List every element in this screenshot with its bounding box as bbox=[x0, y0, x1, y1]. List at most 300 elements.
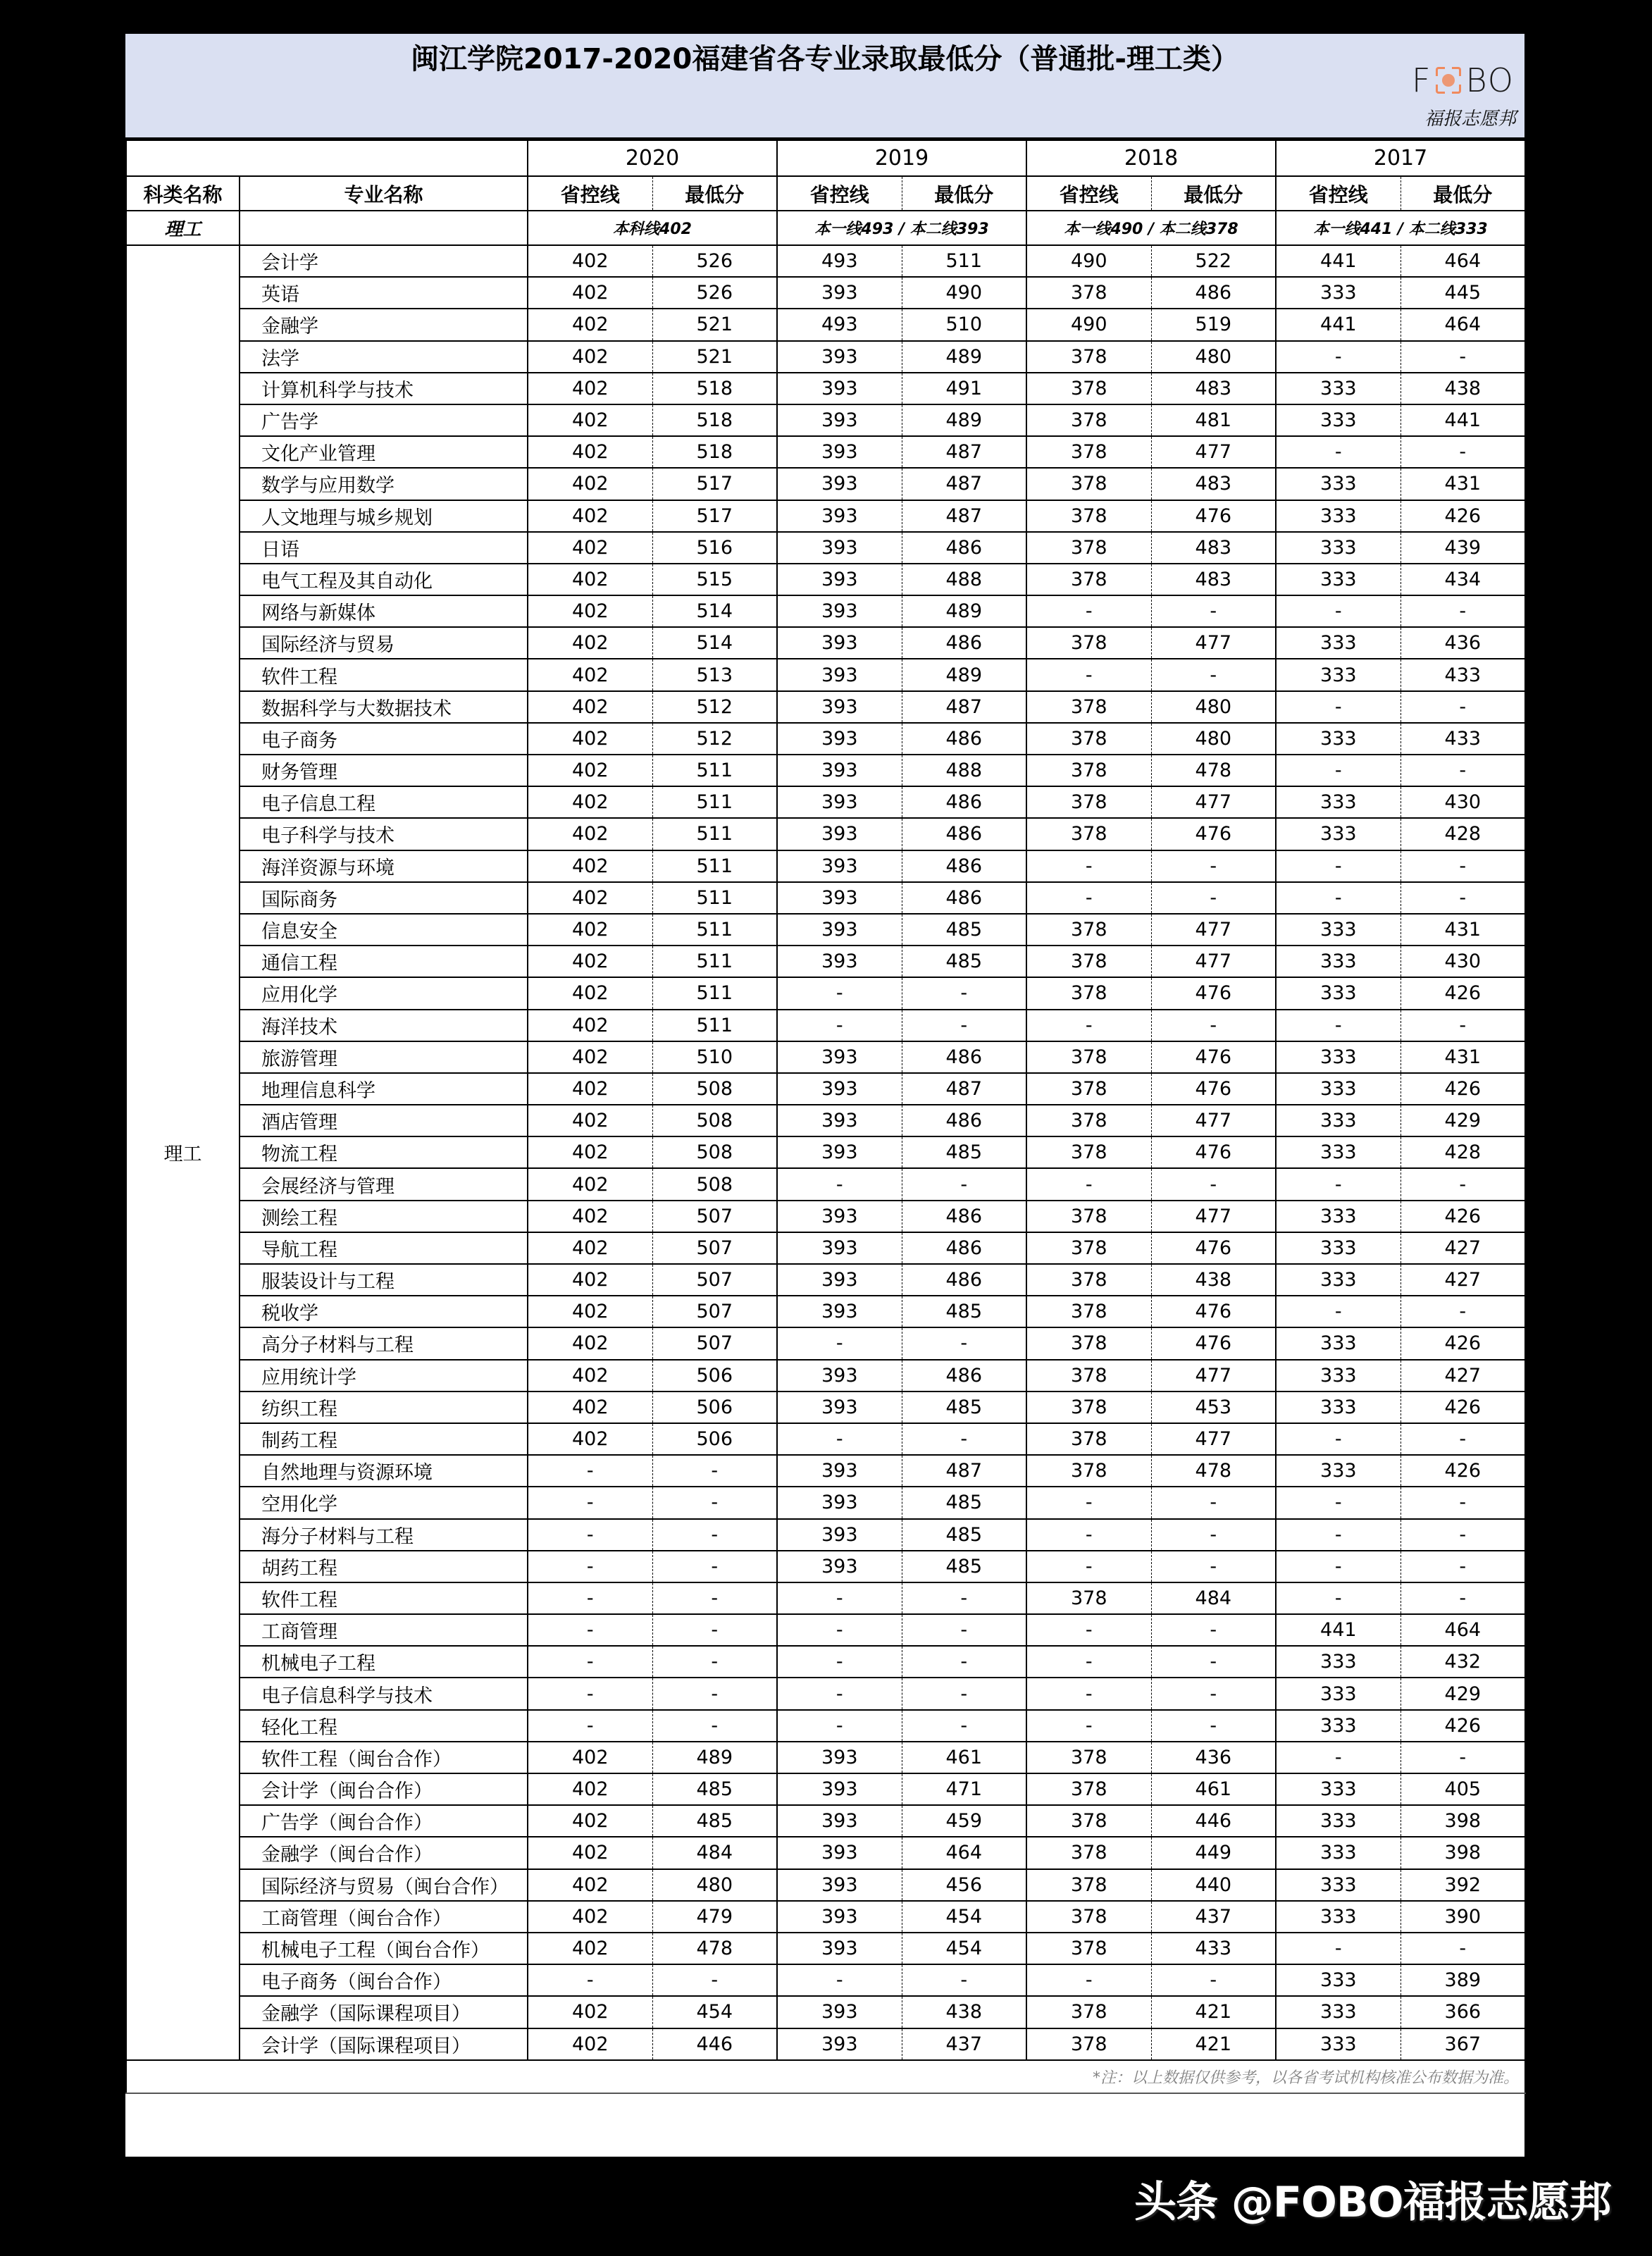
min-score-cell: - bbox=[652, 1964, 777, 1996]
min-score-cell: - bbox=[902, 977, 1026, 1009]
control-line-cell: 333 bbox=[1276, 1901, 1401, 1933]
min-score-cell: 510 bbox=[652, 1041, 777, 1073]
control-line-cell: - bbox=[1026, 1168, 1151, 1200]
control-line-cell: 402 bbox=[528, 1773, 652, 1805]
min-score-cell: 464 bbox=[902, 1837, 1026, 1868]
major-name-cell: 计算机科学与技术 bbox=[240, 373, 528, 404]
major-name-cell: 电子商务（闽台合作） bbox=[240, 1964, 528, 1996]
major-name-cell: 胡药工程 bbox=[240, 1551, 528, 1582]
min-score-cell: 426 bbox=[1401, 1710, 1525, 1742]
min-score-cell: 427 bbox=[1401, 1264, 1525, 1296]
control-line-cell: 333 bbox=[1276, 1105, 1401, 1136]
control-line-cell: 378 bbox=[1026, 691, 1151, 723]
control-line-cell: - bbox=[1276, 1933, 1401, 1964]
table-row bbox=[126, 436, 1525, 468]
note-row bbox=[126, 2060, 1525, 2093]
control-line-cell: 402 bbox=[528, 977, 652, 1009]
min-score-cell: 518 bbox=[652, 373, 777, 404]
control-line-cell: 333 bbox=[1276, 1646, 1401, 1678]
min-score-cell: 486 bbox=[902, 882, 1026, 914]
column-header-control-line-2019: 省控线 bbox=[777, 176, 902, 211]
min-score-cell: 486 bbox=[902, 1264, 1026, 1296]
min-score-cell: 441 bbox=[1401, 404, 1525, 436]
min-score-cell: 487 bbox=[902, 691, 1026, 723]
min-score-cell: - bbox=[1151, 1646, 1276, 1678]
control-line-cell: 393 bbox=[777, 755, 902, 786]
min-score-cell: 426 bbox=[1401, 1073, 1525, 1105]
min-score-cell: 485 bbox=[902, 1392, 1026, 1423]
control-line-cell: - bbox=[1276, 1168, 1401, 1200]
min-score-cell: 453 bbox=[1151, 1392, 1276, 1423]
control-line-cell: 378 bbox=[1026, 436, 1151, 468]
major-name-cell: 人文地理与城乡规划 bbox=[240, 500, 528, 532]
min-score-cell: 508 bbox=[652, 1136, 777, 1168]
control-line-cell: 378 bbox=[1026, 373, 1151, 404]
control-line-cell: - bbox=[1276, 1742, 1401, 1773]
table-row bbox=[126, 1551, 1525, 1582]
min-score-cell: 366 bbox=[1401, 1996, 1525, 2028]
min-score-cell: 421 bbox=[1151, 2028, 1276, 2060]
min-score-cell: 434 bbox=[1401, 564, 1525, 595]
min-score-cell: 486 bbox=[1151, 277, 1276, 309]
control-line-cell: - bbox=[528, 1614, 652, 1646]
control-line-cell: 378 bbox=[1026, 1105, 1151, 1136]
control-line-cell: 402 bbox=[528, 500, 652, 532]
control-line-cell: 402 bbox=[528, 468, 652, 500]
control-line-cell: - bbox=[777, 1168, 902, 1200]
min-score-cell: 486 bbox=[902, 1232, 1026, 1264]
control-line-cell: 333 bbox=[1276, 659, 1401, 690]
min-score-cell: 518 bbox=[652, 436, 777, 468]
major-name-cell: 数据科学与大数据技术 bbox=[240, 691, 528, 723]
admission-score-table bbox=[125, 140, 1526, 2094]
table-row bbox=[126, 277, 1525, 309]
control-line-cell: 333 bbox=[1276, 627, 1401, 659]
title-band bbox=[125, 34, 1524, 140]
min-score-cell: - bbox=[1151, 1010, 1276, 1041]
min-score-cell: 514 bbox=[652, 627, 777, 659]
control-line-cell: - bbox=[1026, 1964, 1151, 1996]
control-line-cell: 393 bbox=[777, 1551, 902, 1582]
year-2018: 2018 bbox=[1026, 140, 1276, 176]
column-header-control-line-2018: 省控线 bbox=[1026, 176, 1151, 211]
control-line-cell: 378 bbox=[1026, 818, 1151, 850]
control-line-cell: - bbox=[1026, 1678, 1151, 1709]
control-line-cell: 333 bbox=[1276, 1869, 1401, 1901]
min-score-cell: 477 bbox=[1151, 1105, 1276, 1136]
control-line-cell: - bbox=[1026, 1519, 1151, 1551]
min-score-cell: 511 bbox=[652, 818, 777, 850]
table-row bbox=[126, 1232, 1525, 1264]
table-row bbox=[126, 914, 1525, 946]
control-line-cell: 493 bbox=[777, 309, 902, 340]
major-name-cell: 物流工程 bbox=[240, 1136, 528, 1168]
control-line-cell: 393 bbox=[777, 1773, 902, 1805]
table-row bbox=[126, 1136, 1525, 1168]
control-line-cell: - bbox=[1276, 882, 1401, 914]
control-line-cell: 402 bbox=[528, 245, 652, 277]
table-row bbox=[126, 500, 1525, 532]
control-line-2019: 本一线493 / 本二线393 bbox=[777, 211, 1026, 245]
control-line-cell: 333 bbox=[1276, 1041, 1401, 1073]
control-line-cell: - bbox=[1276, 1487, 1401, 1518]
control-line-cell: - bbox=[1276, 1296, 1401, 1327]
control-line-cell: 333 bbox=[1276, 1837, 1401, 1868]
control-line-cell: 402 bbox=[528, 277, 652, 309]
min-score-cell: 511 bbox=[652, 977, 777, 1009]
control-line-cell: 378 bbox=[1026, 564, 1151, 595]
major-name-cell: 机械电子工程 bbox=[240, 1646, 528, 1678]
control-line-cell: - bbox=[1026, 1614, 1151, 1646]
major-name-cell: 海洋资源与环境 bbox=[240, 850, 528, 882]
control-line-cell: 393 bbox=[777, 1136, 902, 1168]
table-row bbox=[126, 1264, 1525, 1296]
min-score-cell: 459 bbox=[902, 1805, 1026, 1837]
control-line-cell: 393 bbox=[777, 1360, 902, 1392]
control-line-cell: 393 bbox=[777, 404, 902, 436]
min-score-cell: 477 bbox=[1151, 1360, 1276, 1392]
min-score-cell: 449 bbox=[1151, 1837, 1276, 1868]
year-header-row bbox=[126, 140, 1525, 176]
control-line-cell: 402 bbox=[528, 1105, 652, 1136]
control-line-cell: 393 bbox=[777, 786, 902, 818]
control-line-cell: 402 bbox=[528, 1996, 652, 2028]
min-score-cell: - bbox=[652, 1646, 777, 1678]
major-name-cell: 导航工程 bbox=[240, 1232, 528, 1264]
major-name-cell: 网络与新媒体 bbox=[240, 595, 528, 627]
major-name-cell: 服装设计与工程 bbox=[240, 1264, 528, 1296]
control-line-cell: 378 bbox=[1026, 1232, 1151, 1264]
min-score-cell: 398 bbox=[1401, 1805, 1525, 1837]
min-score-cell: - bbox=[1401, 1519, 1525, 1551]
min-score-cell: 511 bbox=[652, 946, 777, 977]
major-name-cell: 空用化学 bbox=[240, 1487, 528, 1518]
min-score-cell: 507 bbox=[652, 1296, 777, 1327]
control-line-cell: 333 bbox=[1276, 977, 1401, 1009]
column-header-min-score-2017: 最低分 bbox=[1401, 176, 1525, 211]
major-name-cell: 金融学（闽台合作） bbox=[240, 1837, 528, 1868]
table-row bbox=[126, 373, 1525, 404]
control-line-2018: 本一线490 / 本二线378 bbox=[1026, 211, 1276, 245]
min-score-cell: 471 bbox=[902, 1773, 1026, 1805]
major-name-cell: 电子信息科学与技术 bbox=[240, 1678, 528, 1709]
min-score-cell: - bbox=[1151, 1678, 1276, 1709]
fobo-logo bbox=[1374, 61, 1515, 99]
control-line-cell: 333 bbox=[1276, 914, 1401, 946]
table-row bbox=[126, 1933, 1525, 1964]
control-line-cell: 333 bbox=[1276, 1392, 1401, 1423]
min-score-cell: 506 bbox=[652, 1392, 777, 1423]
min-score-cell: - bbox=[652, 1614, 777, 1646]
control-line-cell: 402 bbox=[528, 786, 652, 818]
control-line-cell: 333 bbox=[1276, 277, 1401, 309]
control-line-cell: 402 bbox=[528, 1168, 652, 1200]
control-line-cell: 378 bbox=[1026, 977, 1151, 1009]
min-score-cell: 429 bbox=[1401, 1678, 1525, 1709]
table-row bbox=[126, 468, 1525, 500]
table-row bbox=[126, 691, 1525, 723]
control-line-cell: 393 bbox=[777, 1933, 902, 1964]
control-line-cell: 333 bbox=[1276, 1232, 1401, 1264]
min-score-cell: - bbox=[652, 1710, 777, 1742]
min-score-cell: 487 bbox=[902, 500, 1026, 532]
control-line-cell: 378 bbox=[1026, 627, 1151, 659]
table-row bbox=[126, 850, 1525, 882]
min-score-cell: 486 bbox=[902, 1201, 1026, 1232]
min-score-cell: 488 bbox=[902, 755, 1026, 786]
logo-subtitle: 福报志愿邦 bbox=[1424, 109, 1516, 130]
min-score-cell: 511 bbox=[652, 914, 777, 946]
control-line-cell: - bbox=[1026, 595, 1151, 627]
major-name-cell: 电子商务 bbox=[240, 723, 528, 755]
min-score-cell: 480 bbox=[652, 1869, 777, 1901]
control-line-cell: 490 bbox=[1026, 309, 1151, 340]
table-row bbox=[126, 786, 1525, 818]
control-line-cell: 402 bbox=[528, 564, 652, 595]
min-score-cell: 487 bbox=[902, 1073, 1026, 1105]
control-line-cell: - bbox=[777, 1010, 902, 1041]
min-score-cell: - bbox=[1401, 755, 1525, 786]
min-score-cell: - bbox=[902, 1582, 1026, 1614]
control-line-cell: - bbox=[1026, 850, 1151, 882]
control-line-cell: 402 bbox=[528, 850, 652, 882]
min-score-cell: 485 bbox=[902, 1551, 1026, 1582]
control-line-cell: - bbox=[1276, 691, 1401, 723]
control-line-cell: 393 bbox=[777, 564, 902, 595]
control-line-cell: 393 bbox=[777, 1742, 902, 1773]
min-score-cell: 436 bbox=[1401, 627, 1525, 659]
control-line-cell: 333 bbox=[1276, 1201, 1401, 1232]
min-score-cell: 433 bbox=[1151, 1933, 1276, 1964]
category-row-label: 理工 bbox=[126, 211, 240, 245]
min-score-cell: 506 bbox=[652, 1423, 777, 1455]
major-name-cell: 旅游管理 bbox=[240, 1041, 528, 1073]
min-score-cell: 487 bbox=[902, 436, 1026, 468]
min-score-cell: 476 bbox=[1151, 500, 1276, 532]
min-score-cell: - bbox=[1151, 595, 1276, 627]
table-row bbox=[126, 1168, 1525, 1200]
control-line-cell: 490 bbox=[1026, 245, 1151, 277]
min-score-cell: 485 bbox=[902, 946, 1026, 977]
control-line-cell: 393 bbox=[777, 914, 902, 946]
table-row bbox=[126, 1423, 1525, 1455]
min-score-cell: 430 bbox=[1401, 786, 1525, 818]
control-line-cell: 402 bbox=[528, 2028, 652, 2060]
min-score-cell: 517 bbox=[652, 468, 777, 500]
min-score-cell: 477 bbox=[1151, 946, 1276, 977]
min-score-cell: - bbox=[1401, 1010, 1525, 1041]
year-2017: 2017 bbox=[1276, 140, 1525, 176]
control-line-cell: 378 bbox=[1026, 1201, 1151, 1232]
control-line-cell: 333 bbox=[1276, 1805, 1401, 1837]
table-row bbox=[126, 532, 1525, 564]
control-line-cell: 402 bbox=[528, 1805, 652, 1837]
control-line-cell: 333 bbox=[1276, 1264, 1401, 1296]
control-line-cell: - bbox=[528, 1964, 652, 1996]
min-score-cell: 426 bbox=[1401, 977, 1525, 1009]
table-row bbox=[126, 1869, 1525, 1901]
control-line-cell: 378 bbox=[1026, 500, 1151, 532]
min-score-cell: 486 bbox=[902, 1360, 1026, 1392]
control-line-cell: 378 bbox=[1026, 1423, 1151, 1455]
min-score-cell: 511 bbox=[652, 786, 777, 818]
control-line-cell: 402 bbox=[528, 818, 652, 850]
min-score-cell: 427 bbox=[1401, 1360, 1525, 1392]
major-name-cell: 测绘工程 bbox=[240, 1201, 528, 1232]
control-line-cell: 402 bbox=[528, 1742, 652, 1773]
table-row bbox=[126, 1710, 1525, 1742]
table-row bbox=[126, 1455, 1525, 1487]
table-row bbox=[126, 627, 1525, 659]
table-row bbox=[126, 595, 1525, 627]
year-2020: 2020 bbox=[528, 140, 777, 176]
major-name-cell: 通信工程 bbox=[240, 946, 528, 977]
control-line-cell: 393 bbox=[777, 850, 902, 882]
min-score-cell: - bbox=[1151, 1614, 1276, 1646]
min-score-cell: 438 bbox=[902, 1996, 1026, 2028]
min-score-cell: - bbox=[652, 1487, 777, 1518]
control-line-cell: 393 bbox=[777, 1487, 902, 1518]
min-score-cell: 517 bbox=[652, 500, 777, 532]
table-row bbox=[126, 309, 1525, 340]
min-score-cell: - bbox=[1401, 1487, 1525, 1518]
control-line-cell: - bbox=[777, 1646, 902, 1678]
min-score-cell: 510 bbox=[902, 309, 1026, 340]
control-line-cell: 393 bbox=[777, 723, 902, 755]
control-line-cell: 393 bbox=[777, 691, 902, 723]
table-row bbox=[126, 1487, 1525, 1518]
min-score-cell: - bbox=[902, 1423, 1026, 1455]
min-score-cell: - bbox=[1401, 850, 1525, 882]
control-line-cell: 402 bbox=[528, 1837, 652, 1868]
min-score-cell: 456 bbox=[902, 1869, 1026, 1901]
control-line-cell: - bbox=[1276, 1423, 1401, 1455]
min-score-cell: 506 bbox=[652, 1360, 777, 1392]
min-score-cell: 431 bbox=[1401, 468, 1525, 500]
major-name-cell: 电子信息工程 bbox=[240, 786, 528, 818]
min-score-cell: 489 bbox=[902, 659, 1026, 690]
major-name-cell: 电气工程及其自动化 bbox=[240, 564, 528, 595]
min-score-cell: 489 bbox=[902, 595, 1026, 627]
control-line-cell: 393 bbox=[777, 659, 902, 690]
min-score-cell: 454 bbox=[652, 1996, 777, 2028]
control-line-cell: 402 bbox=[528, 309, 652, 340]
min-score-cell: 511 bbox=[652, 1010, 777, 1041]
min-score-cell: 477 bbox=[1151, 627, 1276, 659]
min-score-cell: 476 bbox=[1151, 1041, 1276, 1073]
control-line-cell: 393 bbox=[777, 818, 902, 850]
min-score-cell: 489 bbox=[902, 341, 1026, 373]
min-score-cell: 514 bbox=[652, 595, 777, 627]
min-score-cell: 486 bbox=[902, 818, 1026, 850]
control-line-cell: - bbox=[1026, 882, 1151, 914]
control-line-cell: 378 bbox=[1026, 1582, 1151, 1614]
min-score-cell: 432 bbox=[1401, 1646, 1525, 1678]
min-score-cell: - bbox=[1401, 1296, 1525, 1327]
major-name-cell: 会计学 bbox=[240, 245, 528, 277]
control-line-cell: - bbox=[1276, 1010, 1401, 1041]
control-line-cell: 402 bbox=[528, 1392, 652, 1423]
min-score-cell: 511 bbox=[652, 755, 777, 786]
min-score-cell: 421 bbox=[1151, 1996, 1276, 2028]
major-name-cell: 会计学（闽台合作） bbox=[240, 1773, 528, 1805]
min-score-cell: 477 bbox=[1151, 914, 1276, 946]
control-line-cell: 333 bbox=[1276, 1710, 1401, 1742]
min-score-cell: - bbox=[902, 1646, 1026, 1678]
control-line-cell: - bbox=[1276, 755, 1401, 786]
major-name-cell: 文化产业管理 bbox=[240, 436, 528, 468]
min-score-cell: 367 bbox=[1401, 2028, 1525, 2060]
min-score-cell: 489 bbox=[902, 404, 1026, 436]
min-score-cell: 454 bbox=[902, 1933, 1026, 1964]
control-line-cell: 378 bbox=[1026, 1901, 1151, 1933]
control-line-cell: 393 bbox=[777, 532, 902, 564]
major-name-cell: 高分子材料与工程 bbox=[240, 1327, 528, 1359]
min-score-cell: 478 bbox=[652, 1933, 777, 1964]
min-score-cell: 426 bbox=[1401, 1201, 1525, 1232]
control-line-cell: 402 bbox=[528, 595, 652, 627]
control-line-cell: 378 bbox=[1026, 1773, 1151, 1805]
control-line-cell: - bbox=[777, 1582, 902, 1614]
control-line-cell: 402 bbox=[528, 1041, 652, 1073]
min-score-cell: 508 bbox=[652, 1073, 777, 1105]
control-line-cell: 378 bbox=[1026, 914, 1151, 946]
control-line-cell: - bbox=[777, 1678, 902, 1709]
control-line-cell: 393 bbox=[777, 468, 902, 500]
control-line-cell: 402 bbox=[528, 691, 652, 723]
control-line-cell: 402 bbox=[528, 1073, 652, 1105]
min-score-cell: - bbox=[902, 1327, 1026, 1359]
min-score-cell: 477 bbox=[1151, 1201, 1276, 1232]
min-score-cell: 486 bbox=[902, 532, 1026, 564]
control-line-cell: 378 bbox=[1026, 1264, 1151, 1296]
min-score-cell: 485 bbox=[902, 1487, 1026, 1518]
major-name-cell: 电子科学与技术 bbox=[240, 818, 528, 850]
table-row bbox=[126, 1582, 1525, 1614]
major-name-cell: 轻化工程 bbox=[240, 1710, 528, 1742]
control-line-cell: 378 bbox=[1026, 1455, 1151, 1487]
toutiao-watermark: 头条 @FOBO福报志愿邦 bbox=[1134, 2178, 1611, 2227]
table-row bbox=[126, 1519, 1525, 1551]
major-name-cell: 信息安全 bbox=[240, 914, 528, 946]
control-line-cell: 393 bbox=[777, 2028, 902, 2060]
min-score-cell: 484 bbox=[652, 1837, 777, 1868]
min-score-cell: 485 bbox=[902, 914, 1026, 946]
major-name-cell: 纺织工程 bbox=[240, 1392, 528, 1423]
column-header-row bbox=[126, 176, 1525, 211]
control-line-cell: 402 bbox=[528, 946, 652, 977]
min-score-cell: - bbox=[1151, 659, 1276, 690]
min-score-cell: - bbox=[1151, 1519, 1276, 1551]
control-line-cell: 333 bbox=[1276, 1455, 1401, 1487]
control-line-cell: 393 bbox=[777, 882, 902, 914]
control-line-cell: 378 bbox=[1026, 532, 1151, 564]
control-line-cell: 393 bbox=[777, 1105, 902, 1136]
min-score-cell: 487 bbox=[902, 468, 1026, 500]
control-line-cell: 393 bbox=[777, 946, 902, 977]
major-name-cell: 应用化学 bbox=[240, 977, 528, 1009]
control-line-cell: 333 bbox=[1276, 786, 1401, 818]
min-score-cell: 489 bbox=[652, 1742, 777, 1773]
table-row bbox=[126, 1964, 1525, 1996]
table-row bbox=[126, 1073, 1525, 1105]
column-header-major: 专业名称 bbox=[240, 176, 528, 211]
min-score-cell: 476 bbox=[1151, 1136, 1276, 1168]
control-line-cell: 402 bbox=[528, 404, 652, 436]
control-line-cell: 441 bbox=[1276, 1614, 1401, 1646]
min-score-cell: 438 bbox=[1151, 1264, 1276, 1296]
table-row bbox=[126, 1201, 1525, 1232]
